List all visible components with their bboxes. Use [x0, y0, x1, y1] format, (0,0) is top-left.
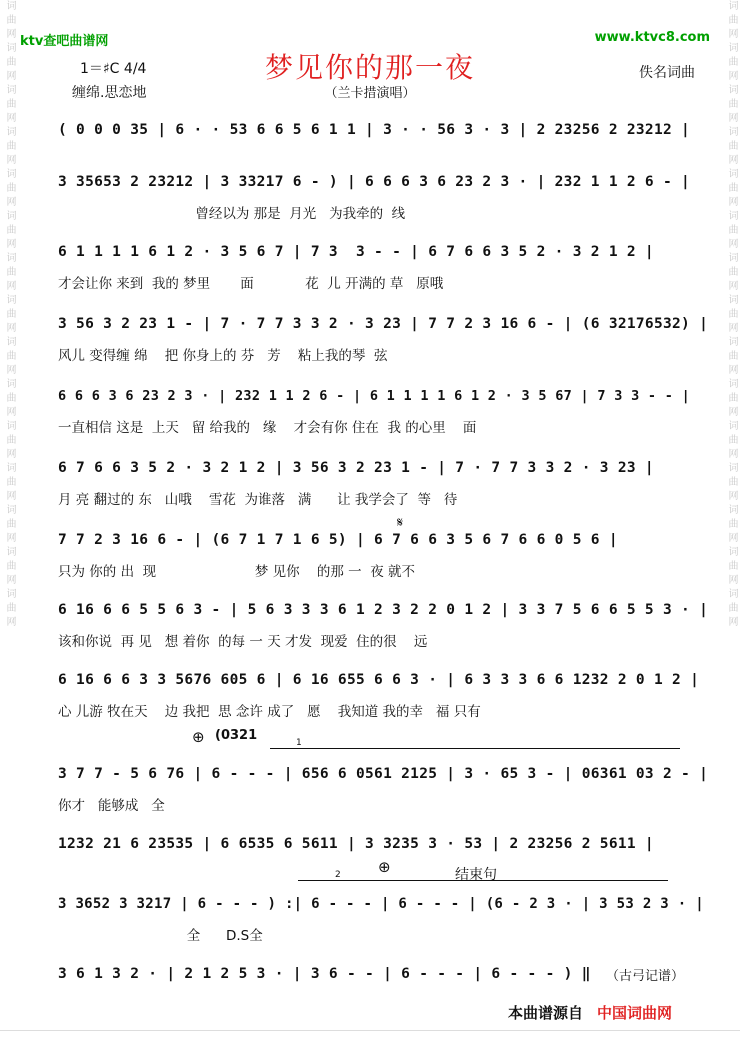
segno-symbol: 𝄋 — [397, 515, 404, 531]
notation-line: 6 16 6 6 5 5 6 3 - | 5 6 3 3 3 6 1 2 3 2 2 0 1 2 | 3 3 7 5 6 6 5 5 3 · | — [58, 602, 709, 618]
right-site-url[interactable]: www.ktvc8.com — [594, 30, 710, 45]
lyric-line: 月 亮 翻过的 东 山哦 雪花 为谁落 满 让 我学会了 等 待 — [58, 492, 458, 508]
notation-note: （古弓记谱） — [606, 969, 685, 984]
right-watermark: 词曲网词曲网词曲网词曲网词曲网词曲网词曲网词曲网词曲网词曲网词曲网词曲网词曲网词曲网词曲网 — [726, 0, 737, 630]
song-title: 梦见你的那一夜 — [264, 51, 475, 84]
song-performer: （兰卡措演唱） — [324, 86, 416, 101]
notation-line: 6 7 6 6 3 5 2 · 3 2 1 2 | 3 56 3 2 23 1 - | 7 · 7 7 3 3 2 · 3 23 | — [58, 460, 654, 476]
source-site-link[interactable]: 中国词曲网 — [597, 1004, 673, 1022]
notation-line: 7 7 2 3 16 6 - | (6 7 1 7 1 6 5) | 6 7 6 6 3 5 6 7 6 6 0 5 6 | — [58, 532, 618, 548]
lyric-line: 该和你说 再 见 想 着你 的每 一 天 才发 现爱 住的很 远 — [58, 634, 428, 650]
notation-line: 6 16 6 6 3 3 5676 605 6 | 6 16 655 6 6 3 · | 6 3 3 3 6 6 1232 2 0 1 2 | — [58, 672, 700, 688]
lyric-line: 一直相信 这是 上天 留 给我的 缘 才会有你 住在 我 的心里 面 — [58, 420, 477, 436]
lyric-line: 全 D.S全 — [58, 928, 263, 944]
tempo-mood: 缠绵.思恋地 — [72, 85, 147, 101]
lyric-line: 只为 你的 出 现 梦 见你 的那 一 夜 就不 — [58, 564, 415, 580]
source-label: 本曲谱源自 — [508, 1004, 584, 1022]
notation-line: 3 7 7 - 5 6 76 | 6 - - - | 656 6 0561 2125 | 3 · 65 3 - | 06361 03 2 - | — [58, 766, 709, 782]
notation-line: 6 1 1 1 1 6 1 2 · 3 5 6 7 | 7 3 3 - - | 6 7 6 6 3 5 2 · 3 2 1 2 | — [58, 244, 654, 260]
ending-label: 结束句 — [455, 867, 497, 883]
volta-number-1: 1 — [296, 738, 302, 748]
notation-line: 3 6 1 3 2 · | 2 1 2 5 3 · | 3 6 - - | 6 - - - | 6 - - - ) ‖ — [58, 966, 591, 982]
notation-line: 6 6 6 3 6 23 2 3 · | 232 1 1 2 6 - | 6 1 1 1 1 6 1 2 · 3 5 67 | 7 3 3 - - | — [58, 388, 691, 404]
lyric-line: 你才 能够成 全 — [58, 798, 165, 814]
notation-line: 3 56 3 2 23 1 - | 7 · 7 7 3 3 2 · 3 23 | 7 7 2 3 16 6 - | (6 32176532) | — [58, 316, 709, 332]
lyric-line: 才会让你 来到 我的 梦里 面 花 儿 开满的 草 原哦 — [58, 276, 444, 292]
intro-bracket: (0321 — [215, 728, 258, 743]
notation-line: 1232 21 6 23535 | 6 6535 6 5611 | 3 3235 3 · 53 | 2 23256 2 5611 | — [58, 836, 654, 852]
lyric-line: 心 儿游 牧在天 边 我把 思 念许 成了 愿 我知道 我的幸 福 只有 — [58, 704, 481, 720]
notation-line: 3 35653 2 23212 | 3 33217 6 - ) | 6 6 6 3 6 23 2 3 · | 232 1 1 2 6 - | — [58, 174, 691, 190]
notation-line: ( 0 0 0 35 | 6 · · 53 6 6 5 6 1 1 | 3 · · 56 3 · 3 | 2 23256 2 23212 | — [58, 122, 691, 138]
coda-symbol: ⊕ — [192, 728, 205, 746]
volta-number-2: 2 — [335, 870, 341, 880]
lyric-line: 曾经以为 那是 月光 为我牵的 线 — [58, 206, 406, 222]
left-watermark: 词曲网词曲网词曲网词曲网词曲网词曲网词曲网词曲网词曲网词曲网词曲网词曲网词曲网词曲网词曲网 — [4, 0, 15, 630]
composer-credit: 佚名词曲 — [639, 65, 695, 81]
left-site-brand[interactable]: ktv查吧曲谱网 — [20, 34, 109, 49]
coda-symbol-2: ⊕ — [378, 858, 391, 876]
lyric-line: 风儿 变得缠 绵 把 你身上的 芬 芳 粘上我的琴 弦 — [58, 348, 388, 364]
bottom-divider — [0, 1030, 740, 1031]
notation-line: 3 3652 3 3217 | 6 - - - ) :| 6 - - - | 6 - - - | (6 - 2 3 · | 3 53 2 3 · | — [58, 896, 704, 912]
volta-line-1 — [270, 748, 680, 749]
key-signature: 1＝♯C 4/4 — [80, 61, 147, 77]
source-credit — [508, 1002, 672, 1023]
